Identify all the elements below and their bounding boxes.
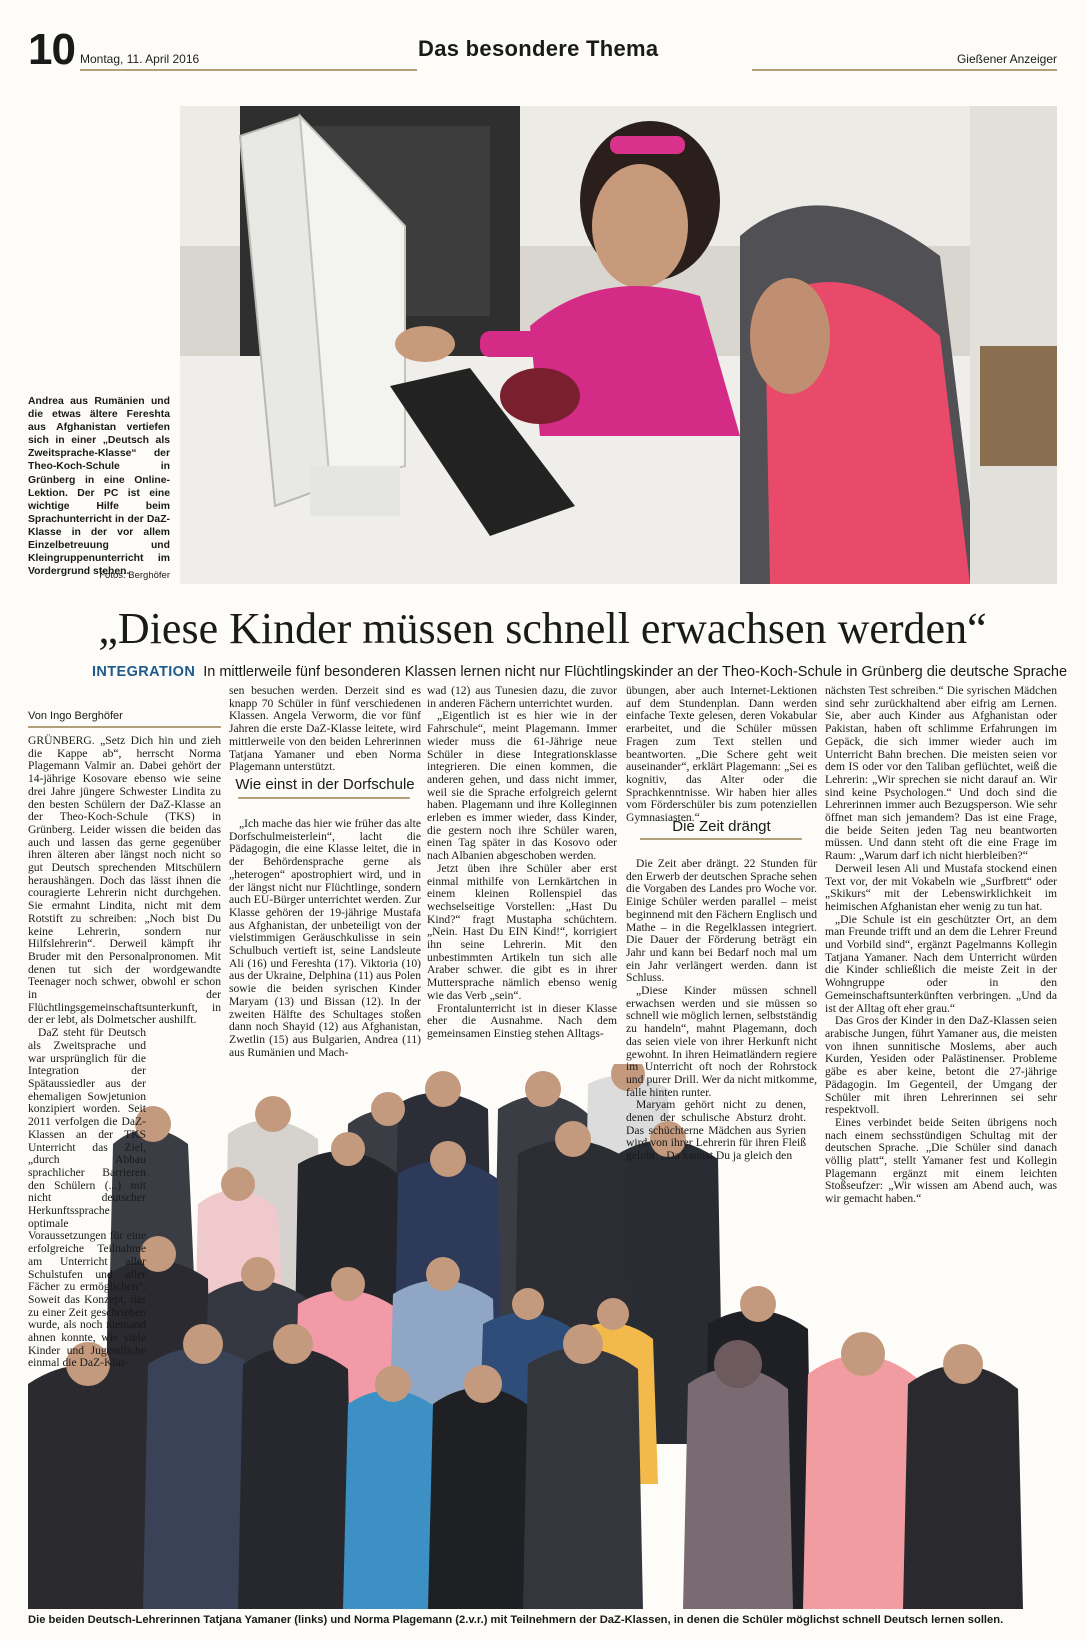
paragraph: DaZ steht für Deutsch als Zweitsprache und war ursprünglich für die Integration der Spätaussiedler aus der ehemaligen Sowjetunion konzipiert worden. Seit 2011 verfolgen die DaZ-Klassen an der TKS Unterricht das Ziel, „durch Abbau sprachlicher Barrieren den Schülern (...) mit nicht deutscher Herkunftssprache optimale Voraussetzungen für eine erfolgreiche Teilnahme am Unterricht aller Schulstufen und aller Fächer zu ermöglichen“. Soweit das Konzept, das zu einer Zeit geschrieben wurde, als noch niemand ahnen konnte, wie viele Kinder und Jugendliche einmal die DaZ-Klas- bbox=[28, 1026, 146, 1370]
byline: Von Ingo Berghöfer bbox=[28, 710, 123, 722]
paragraph: nächsten Test schreiben.“ Die syrischen Mädchen sind sehr zurückhaltend aber eifrig am Lernen. Sie, aber auch Kinder aus Afghanistan oder Pakistan, haben oft schlimme Erfahrungen im Gepäck, die sich immer wieder auch im Unterricht Bahn brechen. Die meisten seien vor dem IS oder vor den Taliban geflüchtet, weiß die Lehrerin: „Wir sprechen sie nicht darauf an. Wir sind keine Psychologen.“ Und doch sind die Lehrerinnen immer auch Bezugsperson. Wie sehr öffnet man sich jemandem? Das ist eine Frage, die beide Seiten jeden Tag neu beantworten müssen. Und dann steht oft die eine Frage im Raum: „Warum darf ich nicht hierbleiben?“ bbox=[825, 684, 1057, 863]
photo-computer-lesson bbox=[180, 106, 1057, 584]
article-column-1 bbox=[28, 735, 221, 1370]
paragraph: übungen, aber auch Internet-Lektionen auf dem Stundenplan. Dann werden einfache Texte gelesen, deren Vokabular erarbeitet, und die Schüler müssen Fragen zum Text stellen und beantworten. „Die Schere geht weit auseinander“, erklärt Plagemann: „Sei es kognitiv, das Alter oder die Sprachkenntnisse. Wir haben hier alles vom Förderschüler bis zum potenziellen Gymnasiasten.“ bbox=[626, 684, 817, 825]
article-column-3 bbox=[427, 685, 617, 1041]
subheading-dorfschule: Wie einst in der Dorfschule bbox=[235, 776, 415, 793]
photo-credit: Fotos: Berghöfer bbox=[99, 570, 170, 581]
newspaper-name: Gießener Anzeiger bbox=[956, 52, 1057, 66]
paragraph: sen besuchen werden. Derzeit sind es knapp 70 Schüler in fünf verschiedenen Klassen. Angela Verworm, die vor fünf Jahren die erste DaZ-Klasse leitete, wird mittlerweile von den beiden Lehrerinnen Tatjana Yamaner und eben Norma Plagemann unterstützt. bbox=[229, 684, 421, 774]
article-column-4-body bbox=[626, 858, 817, 1163]
article-column-2-body bbox=[229, 818, 421, 1059]
article-kicker bbox=[92, 664, 1067, 680]
article-column-4 bbox=[626, 685, 817, 825]
article-headline: „Diese Kinder müssen schnell erwachsen werden“ bbox=[98, 604, 987, 653]
paragraph: GRÜNBERG. „Setz Dich hin und zieh die Kappe ab“, herrscht Norma Plagemann Valmir an. Dabei gehört der 14-jährige Kosovare ebenso wie seine drei Jahre jüngere Schwester Lindita zu den besten Schülern der DaZ-Klasse an der Theo-Koch-Schule (TKS) in Grünberg. Leider wissen die beiden das auch und lassen das gerne gegenüber ihren älteren aber längst noch nicht so gut Deutsch sprechenden Mitschülern heraushängen. Doch das lässt ihnen die couragierte Lehrerin nicht durchgehen. Sie ermahnt Lindita, nicht mit dem Rotstift zu schreiben: „Noch bist Du keine Lehrerin, sondern nur Hilfslehrerin“. Derweil kämpft ihr Bruder mit den Personalpronomen. Mit denen tut sich der wordgewandte Teenager noch schwer, obwohl er schon in der Flüchtlingsgemeinschaftsunterkunft, in der er lebt, als Dolmetscher aushilft. bbox=[28, 734, 221, 1027]
byline-rule bbox=[28, 726, 221, 728]
article-column-2 bbox=[229, 685, 421, 774]
kicker-label: INTEGRATION bbox=[92, 664, 196, 680]
subheading-rule bbox=[640, 838, 802, 840]
header-rule-right bbox=[752, 69, 1057, 71]
paragraph: „Diese Kinder müssen schnell erwachsen werden und sie müssen so schnell wie möglich lernen, selbstständig zu handeln“, mahnt Plagemann, doch das seien viele von ihrer Herkunft nicht gewohnt. In ihren Heimatländern regiere im Unterricht oft noch der Rohrstock und purer Drill. Wer da nicht mitkomme, falle hinten runter. bbox=[626, 984, 817, 1099]
page-number: 10 bbox=[28, 25, 75, 74]
paragraph: Jetzt üben ihre Schüler aber erst einmal mithilfe von Lernkärtchen in einem kleinen Rollenspiel das wechselseitige Vorstellen: „Hast Du Kind?“ fragt Mustapha schüchtern. „Nein. Hast Du EIN Kind!“, korrigiert ihn seine Lehrerin. Mit den unbestimmten Artikeln tun sich alle Araber schwer. die gibt es in ihrer Muttersprache nämlich ebenso wenig wie das Verb „sein“. bbox=[427, 861, 617, 1002]
paragraph: „Eigentlich ist es hier wie in der Fahrschule“, meint Plagemann. Immer wieder muss die 61-Jährige neue Schüler in diese Integrationsklasse integrieren. Die einen kommen, die anderen gehen, und dass nicht immer, weil sie die Sprache erfolgreich gelernt haben. Plagemann und ihre Kolleginnen erleben es immer wieder, dass Kinder, die gestern noch ihre Schüler waren, einen Tag später in das Kosovo oder nach Albanien abgeschoben werden. bbox=[427, 709, 617, 863]
paragraph: wad (12) aus Tunesien dazu, die zuvor in anderen Fächern unterrichtet wurden. bbox=[427, 684, 617, 710]
photo-caption-top: Andrea aus Rumänien und die etwas ältere Fereshta aus Afghanistan vertiefen sich in einer „Deutsch als Zweitsprache-Klasse“ der Theo-Koch-Schule in Grünberg in eine Online-Lektion. Der PC ist eine wichtige Hilfe beim Sprachunterricht in der DaZ-Klasse in der vor allem Einzelbetreuung und Kleingruppenunterricht im Vordergrund stehen. bbox=[28, 396, 170, 578]
section-title: Das besondere Thema bbox=[418, 36, 659, 61]
paragraph: Das Gros der Kinder in den DaZ-Klassen seien arabische Jungen, führt Yamaner aus, die meisten von ihnen sunnitische Moslems, aber auch Kurden, Yesiden oder Palästinenser. Probleme gäbe es aber keine, betont die 27-jährige Pädagogin. Im Gegenteil, der Umgang der Schüler mit ihren Lehrerinnen sei sehr respektvoll. bbox=[825, 1014, 1057, 1117]
subheading-zeit: Die Zeit drängt bbox=[672, 818, 771, 835]
subheading-rule bbox=[238, 797, 410, 799]
paragraph: Maryam gehört nicht zu denen, denen der schulische Absturz droht. Das schüchterne Mädchen aus Syrien wird von ihrer Lehrerin für ihren Fleiß gelobt: „Da kannst Du ja gleich den bbox=[626, 1098, 806, 1163]
header-rule-left bbox=[80, 69, 417, 71]
paragraph: „Ich mache das hier wie früher das alte Dorfschulmeisterlein“, lacht die Pädagogin, die eine Klasse leitet, die in der Behördensprache gerne als „heterogen“ apostrophiert wird, und in der längst nicht nur Flüchtlinge, sondern auch EU-Bürger unterrichtet werden. Zur Klasse gehören der 19-jährige Mustafa aus Afghanistan, der unbeteiligt von der vielstimmigen Geräuschkulisse in sein Schulbuch vertieft ist, seine Landsleute Ali (16) und Fereshta (17). Viktoria (10) aus der Ukraine, Delphina (11) aus Polen sowie die beiden syrischen Kinder Maryam (13) und Bissan (12). In der zweiten Hälfte des Schultages stoßen dann noch Shayid (12) aus Afghanistan, Zwetlin (15) aus Bulgarien, Andrea (11) aus Rumänien und Mach- bbox=[229, 817, 421, 1059]
paragraph: Die Zeit aber drängt. 22 Stunden für den Erwerb der deutschen Sprache sehen die Vorgaben des Landes pro Woche vor. Einige Schüler werden parallel – meist beginnend mit den Fächern Englisch und Mathe – in die Regelklassen integriert. Die Dauer der Förderung beträgt ein Jahr und kann bei Bedarf noch mal um ein Jahr verlängert werden. dann ist Schluss. bbox=[626, 857, 817, 985]
paragraph: Frontalunterricht ist in dieser Klasse eher die Ausnahme. Nach dem gemeinsamen Einstieg stehen Alltags- bbox=[427, 1001, 617, 1040]
paragraph: Eines verbindet beide Seiten übrigens noch nach einem sechsstündigen Schultag mit der deutschen Sprache. „Die Schüler sind danach völlig platt“, stellt Yamaner fest und Kollegin Plagemann ergänzt mit einem leichten Stoßseufzer: „Wir wissen am Abend auch, was wir gemacht haben.“ bbox=[825, 1115, 1057, 1206]
paragraph: Derweil lesen Ali und Mustafa stockend einen Text vor, der mit Vokabeln wie „Surfbrett“ oder „Skikurs“ mit der Lebenswirklichkeit im heimischen Afghanistan eher wenig zu tun hat. bbox=[825, 861, 1057, 913]
paragraph: „Die Schule ist ein geschützter Ort, an dem man Freunde trifft und an dem die Lehrer Freund und Vorbild sind“, ergänzt Pagelmanns Kollegin Tatjana Yamaner. Nach dem Unterricht würden die Kinder schließlich die meiste Zeit in der Wohngruppe oder in den Gemeinschaftsunterkünften verbringen. „Und da ist der Alltag oft eher grau.“ bbox=[825, 912, 1057, 1015]
issue-date: Montag, 11. April 2016 bbox=[80, 52, 200, 66]
kicker-text: In mittlerweile fünf besonderen Klassen lernen nicht nur Flüchtlingskinder an der Theo-Koch-Schule in Grünberg die deutsche Sprache bbox=[203, 664, 1068, 680]
article-column-5 bbox=[825, 685, 1057, 1206]
photo-caption-bottom: Die beiden Deutsch-Lehrerinnen Tatjana Yamaner (links) und Norma Plagemann (2.v.r.) mit Teilnehmern der DaZ-Klassen, in denen die Schüler möglichst schnell Deutsch lernen sollen. bbox=[28, 1614, 1004, 1626]
